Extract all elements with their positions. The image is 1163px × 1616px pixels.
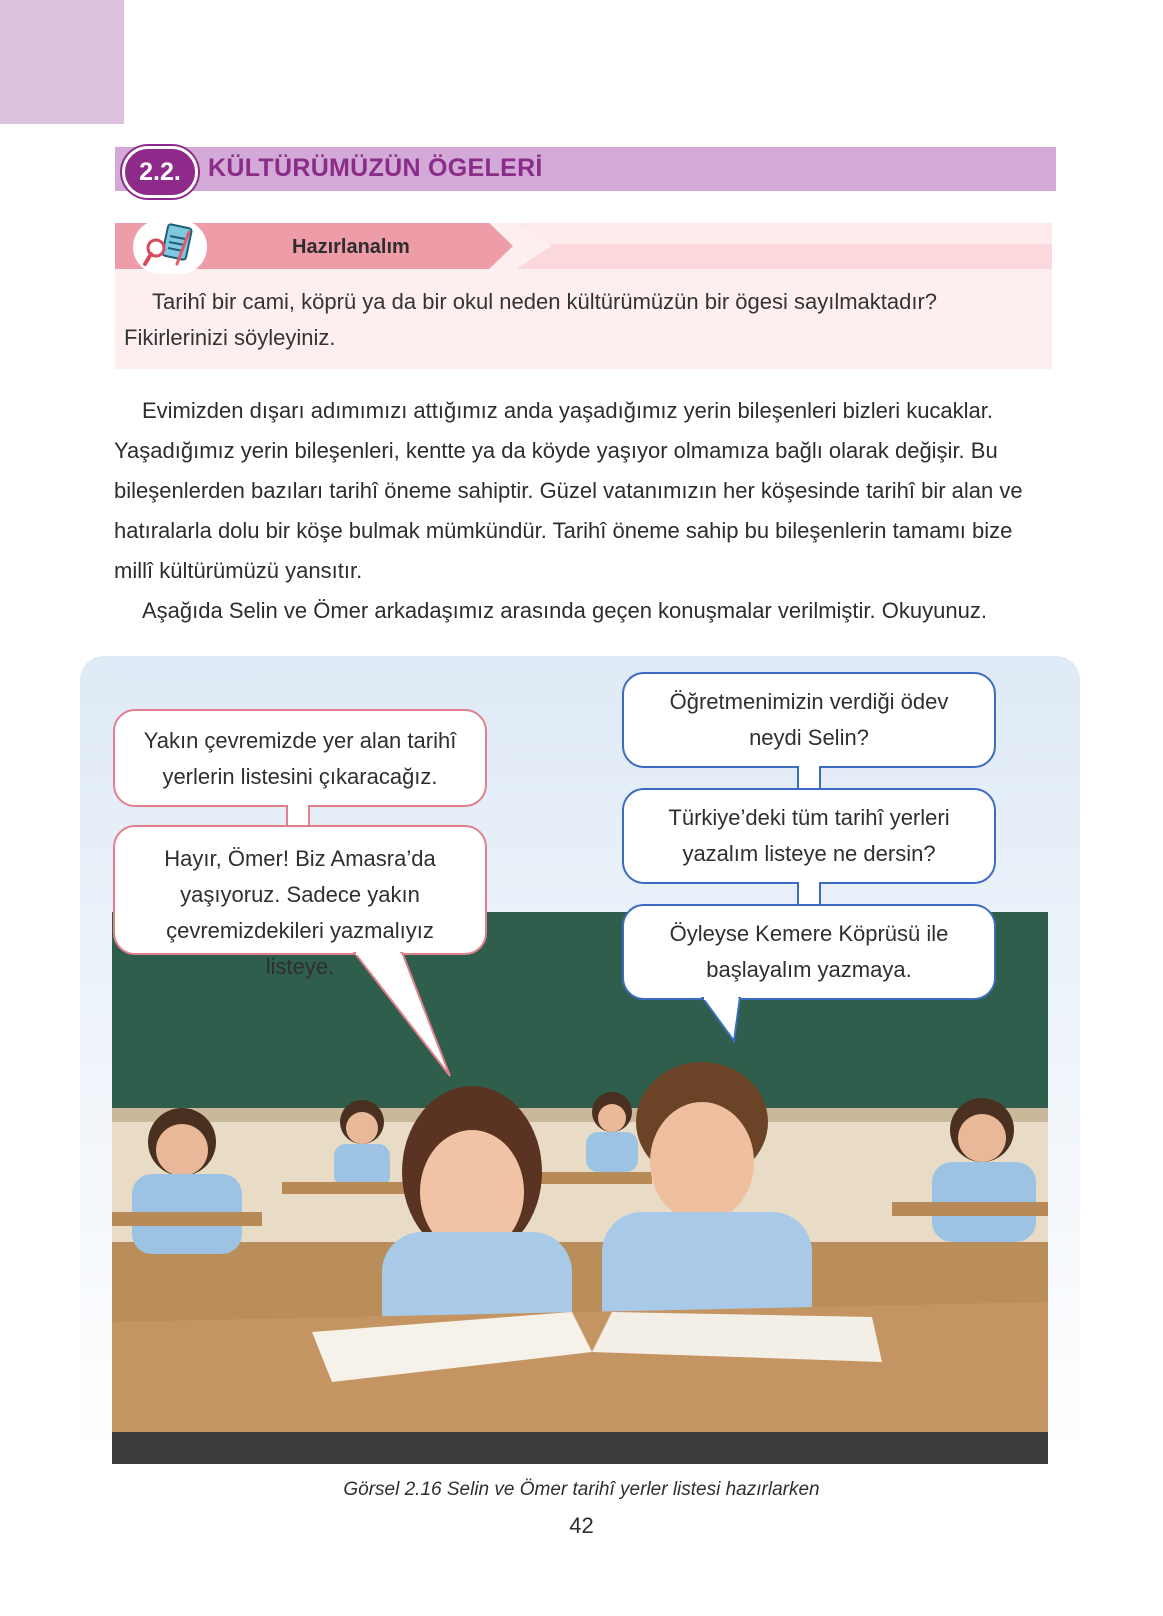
section-number-badge: 2.2.: [122, 146, 198, 198]
prep-question: [124, 284, 1042, 356]
corner-color-block: [0, 0, 124, 124]
speech-bubble-text: Yakın çevremizde yer alan tarihî yerlerin listesini çıkaracağız.: [143, 728, 457, 789]
body-paragraph-2: Aşağıda Selin ve Ömer arkadaşımız arasında geçen konuşmalar verilmiştir. Okuyunuz.: [142, 598, 987, 623]
speech-bubble-selin-1: [113, 709, 487, 807]
notebook-magnifier-icon: [143, 222, 199, 272]
section-title: KÜLTÜRÜMÜZÜN ÖGELERİ: [208, 154, 543, 182]
speech-bubble-omer-1: [622, 672, 996, 768]
speech-tail-selin: [350, 952, 460, 1082]
prep-label: Hazırlanalım: [292, 236, 410, 258]
speech-tail-omer: [700, 997, 750, 1045]
speech-bubble-selin-2: [113, 825, 487, 979]
prep-icon-holder: [133, 220, 207, 274]
speech-bubble-text: Öğretmenimizin verdiği ödev neydi Selin?: [669, 689, 949, 750]
bubble-connector: [797, 882, 821, 906]
body-text: [114, 391, 1054, 631]
prep-question-text: Tarihî bir cami, köprü ya da bir okul neden kültürümüzün bir ögesi sayılmaktadır? Fikirlerinizi söyleyiniz.: [124, 289, 938, 350]
body-paragraph-1: Evimizden dışarı adımımızı attığımız anda yaşadığımız yerin bileşenleri bizleri kucaklar. Yaşadığımız yerin bileşenleri, kentte ya da köyde yaşıyor olmamıza bağlı olarak değişir. Bu bileşenlerden bazıları tarihî öneme sahiptir. Güzel vatanımızın her köşesinde tarihî bir alan ve hatıralarla dolu bir köşe bulmak mümkündür. Tarihî öneme sahip bu bileşenlerin tamamı bize millî kültürümüzü yansıtır.: [114, 398, 1023, 583]
page-number: 42: [569, 1513, 594, 1538]
prep-ribbon-trail: [470, 223, 1052, 269]
bubble-connector: [797, 766, 821, 790]
speech-bubble-omer-2: [622, 788, 996, 884]
speech-bubble-text: Öyleyse Kemere Köprüsü ile başlayalım yazmaya.: [669, 921, 949, 982]
speech-bubble-text: Türkiye’deki tüm tarihî yerleri yazalım listeye ne dersin?: [668, 805, 950, 866]
speech-bubble-text: Hayır, Ömer! Biz Amasra’da yaşıyoruz. Sadece yakın çevremizdekileri yazmalıyız listeye.: [164, 846, 436, 979]
bubble-connector: [286, 805, 310, 827]
speech-bubble-omer-3: [622, 904, 996, 1000]
figure-caption: Görsel 2.16 Selin ve Ömer tarihî yerler listesi hazırlarken: [343, 1479, 820, 1500]
